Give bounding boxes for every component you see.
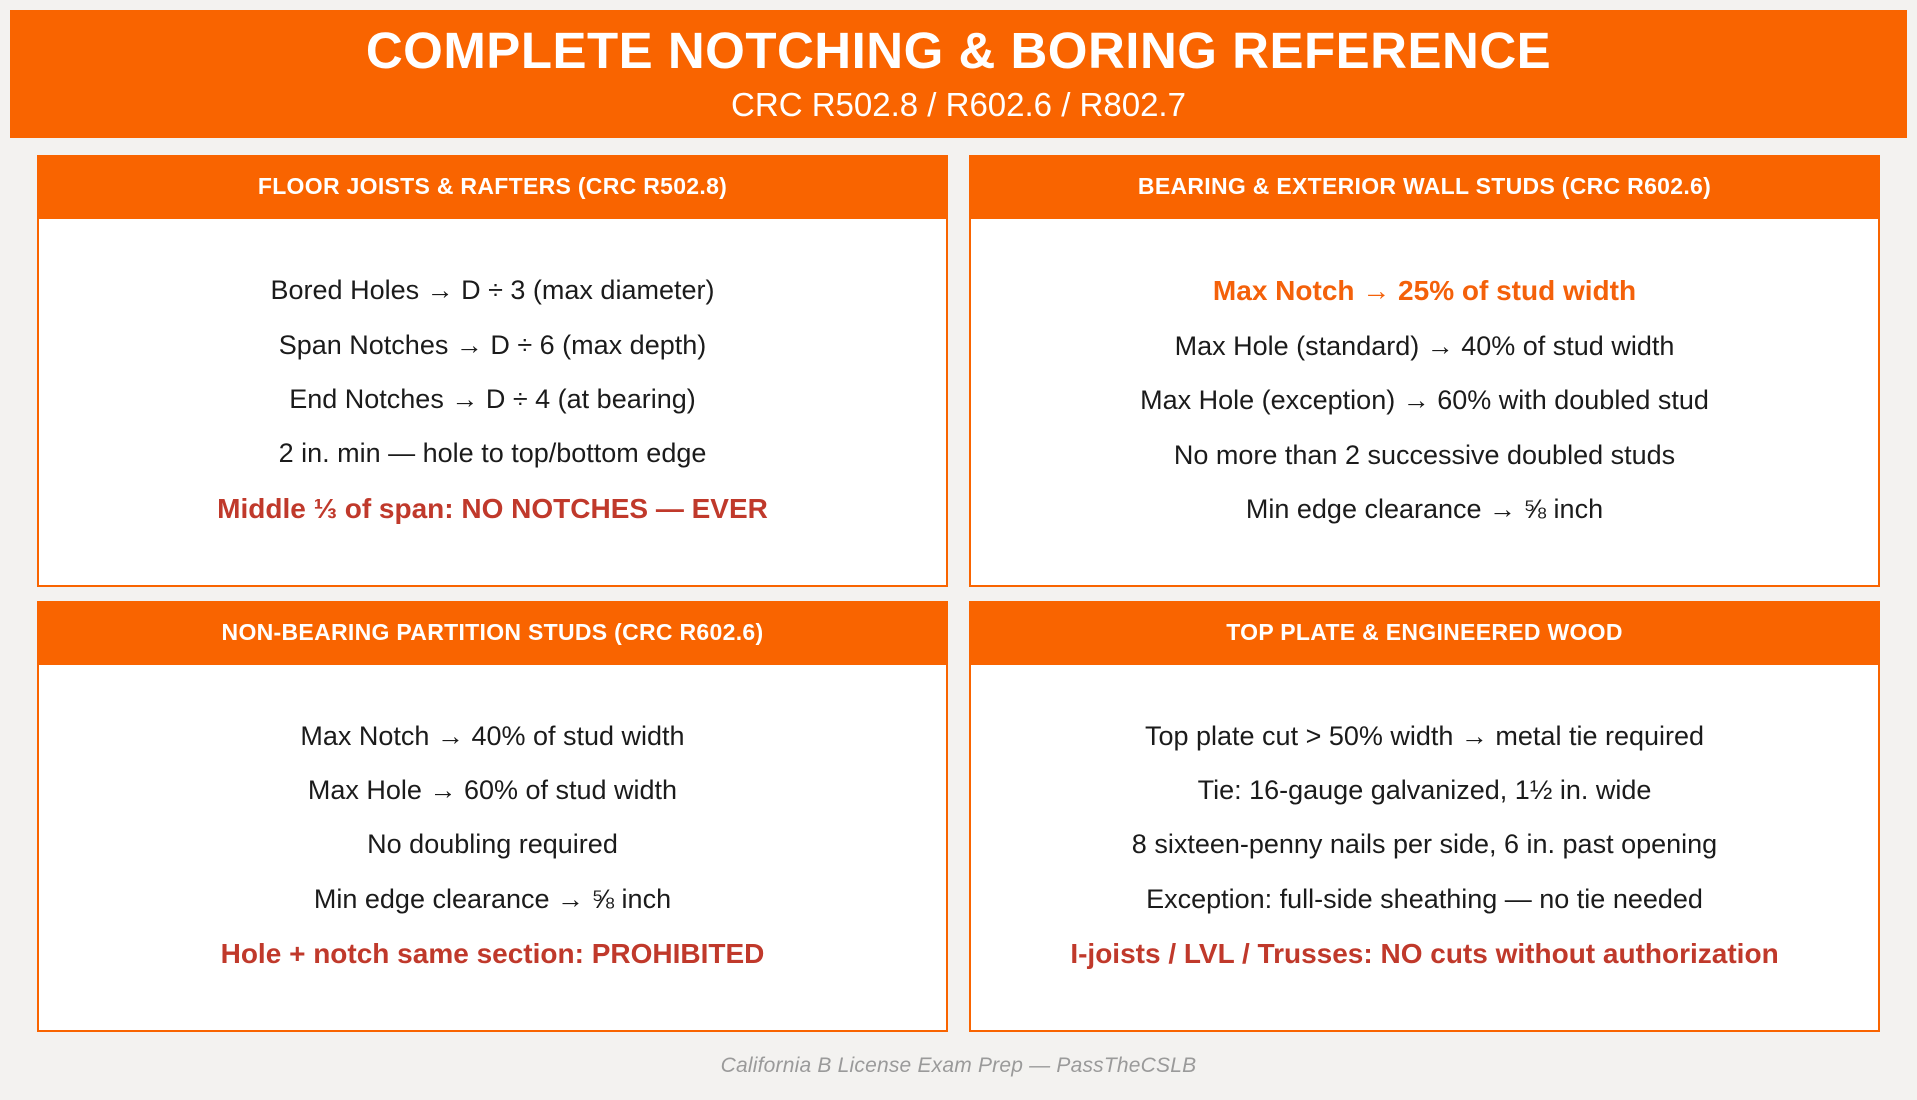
panel-header-top-plate-engineered-wood: TOP PLATE & ENGINEERED WOOD [969,601,1880,665]
panel-bearing-exterior-wall-studs [969,155,1880,587]
panel-floor-joists-rafters [37,155,948,587]
panel-body-top-plate-engineered-wood [971,665,1878,1031]
rule-line: Top plate cut > 50% width → metal tie required [1144,720,1705,751]
rule-line: Max Notch → 40% of stud width [300,720,685,751]
panel-header-non-bearing-partition-studs: NON-BEARING PARTITION STUDS (CRC R602.6) [37,601,948,665]
rule-line: Min edge clearance → ⅝ inch [313,883,672,914]
rule-line: Span Notches → D ÷ 6 (max depth) [278,329,707,360]
rule-line: Max Hole → 60% of stud width [307,775,678,806]
panel-body-bearing-exterior-wall-studs [971,219,1878,585]
page-title: COMPLETE NOTCHING & BORING REFERENCE [365,22,1552,80]
rule-line: Exception: full-side sheathing — no tie needed [1146,883,1703,914]
rule-line: Tie: 16-gauge galvanized, 1½ in. wide [1197,775,1652,806]
rule-line-warning: Hole + notch same section: PROHIBITED [220,938,765,970]
panel-header-bearing-exterior-wall-studs: BEARING & EXTERIOR WALL STUDS (CRC R602.6) [969,155,1880,219]
panel-header-floor-joists-rafters: FLOOR JOISTS & RAFTERS (CRC R502.8) [37,155,948,219]
title-banner [10,10,1907,138]
rule-line: Bored Holes → D ÷ 3 (max diameter) [270,275,715,306]
rule-line-highlight: Max Notch → 25% of stud width [1212,275,1637,307]
footer [10,1032,1907,1100]
rule-line: Min edge clearance → ⅝ inch [1245,493,1604,524]
rule-line: 2 in. min — hole to top/bottom edge [278,438,707,469]
panel-body-floor-joists-rafters [39,219,946,585]
rule-line: End Notches → D ÷ 4 (at bearing) [289,383,696,414]
footer-text: California B License Exam Prep — PassTheCSLB [720,1054,1197,1077]
rule-line: No doubling required [367,829,618,860]
rule-line: Max Hole (exception) → 60% with doubled stud [1140,385,1709,416]
panel-grid [10,138,1907,1032]
rule-line-warning: I-joists / LVL / Trusses: NO cuts without authorization [1070,938,1779,970]
rule-line: No more than 2 successive doubled studs [1173,439,1676,470]
panel-body-non-bearing-partition-studs [39,665,946,1031]
rule-line: 8 sixteen-penny nails per side, 6 in. past opening [1131,829,1718,860]
page-subtitle: CRC R502.8 / R602.6 / R802.7 [731,86,1186,124]
rule-line: Max Hole (standard) → 40% of stud width [1174,330,1675,361]
panel-top-plate-engineered-wood [969,601,1880,1033]
rule-line-warning: Middle ⅓ of span: NO NOTCHES — EVER [217,492,768,524]
panel-non-bearing-partition-studs [37,601,948,1033]
